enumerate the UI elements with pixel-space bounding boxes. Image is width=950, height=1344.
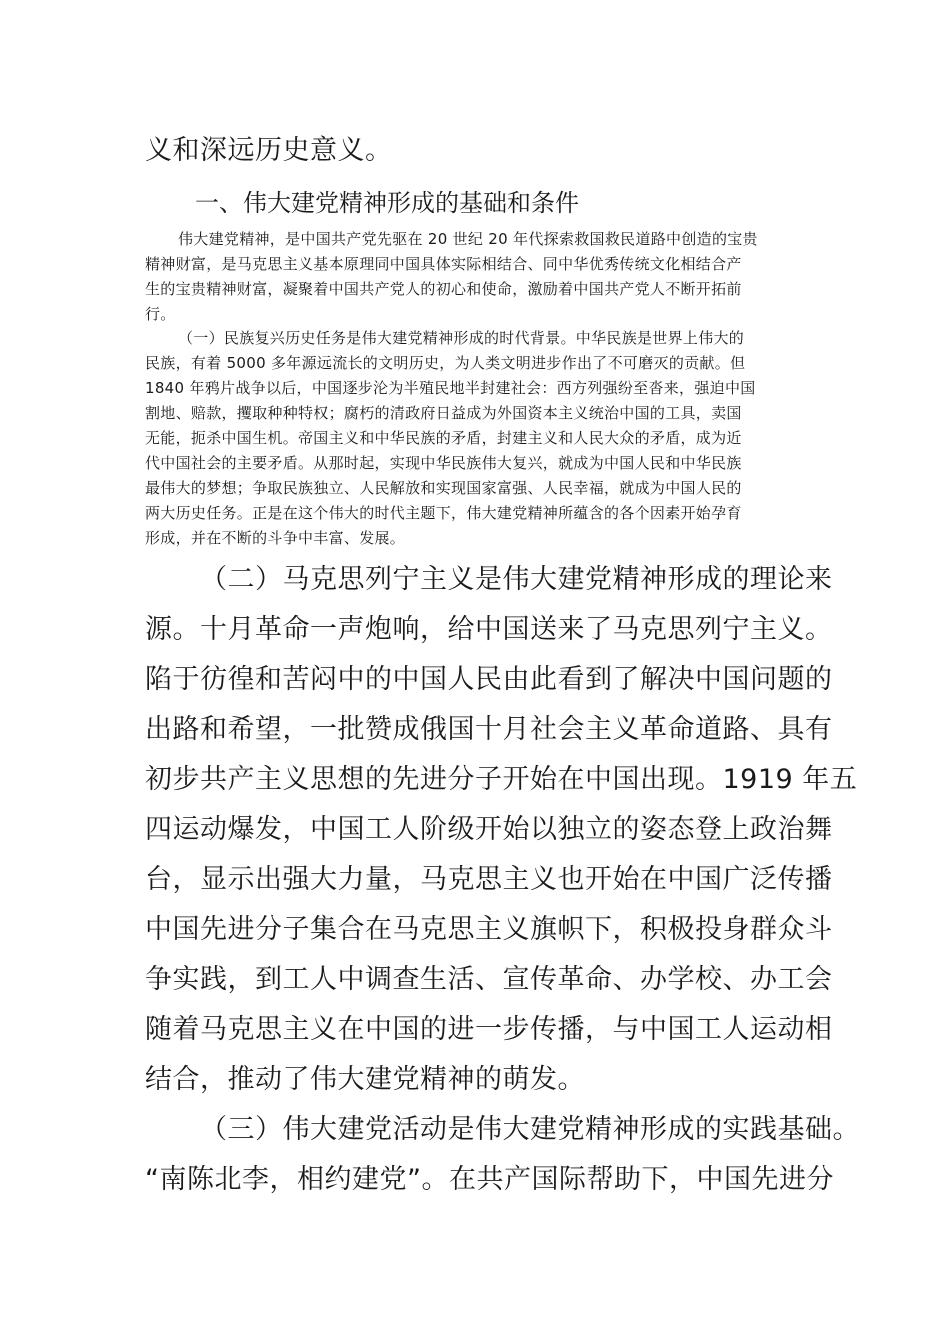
section1-line: 割地、赔款，攫取种种特权；腐朽的清政府日益成为外国资本主义统治中国的工具，卖国	[145, 404, 742, 422]
section1-line: 代中国社会的主要矛盾。从那时起，实现中华民族伟大复兴，就成为中国人民和中华民族	[145, 454, 742, 472]
section1-line: 民族，有着 5000 多年源远流长的文明历史，为人类文明进步作出了不可磨灭的贡献。但	[145, 354, 746, 372]
intro-line: 生的宝贵精神财富，凝聚着中国共产党人的初心和使命，激励着中国共产党人不断开拓前	[145, 280, 742, 298]
intro-line: 伟大建党精神，是中国共产党先驱在 20 世纪 20 年代探索救国救民道路中创造的宝贵	[178, 230, 758, 248]
section1-line: 形成，并在不断的斗争中丰富、发展。	[145, 529, 406, 547]
section1-line: 最伟大的梦想；争取民族独立、人民解放和实现国家富强、人民幸福，就成为中国人民的	[145, 479, 742, 497]
section2-line: 台，显示出强大力量，马克思主义也开始在中国广泛传播	[145, 864, 833, 895]
section2-line: 陷于彷徨和苦闷中的中国人民由此看到了解决中国问题的	[145, 664, 833, 695]
section1-line: 两大历史任务。正是在这个伟大的时代主题下，伟大建党精神所蕴含的各个因素开始孕育	[145, 504, 742, 522]
section2-line: 源。十月革命一声炮响，给中国送来了马克思列宁主义。	[145, 614, 833, 645]
section1-line: （一）民族复兴历史任务是伟大建党精神形成的时代背景。中华民族是世界上伟大的	[178, 329, 745, 347]
section2-line: 随着马克思主义在中国的进一步传播，与中国工人运动相	[145, 1014, 833, 1045]
section2-line: 初步共产主义思想的先进分子开始在中国出现。1919 年五	[145, 764, 858, 795]
section2-line: 中国先进分子集合在马克思主义旗帜下，积极投身群众斗	[145, 914, 833, 945]
section2-line: 出路和希望，一批赞成俄国十月社会主义革命道路、具有	[145, 714, 833, 745]
section3-line: （三）伟大建党活动是伟大建党精神形成的实践基础。	[200, 1114, 860, 1145]
section2-line: （二）马克思列宁主义是伟大建党精神形成的理论来	[200, 564, 833, 595]
section1-line: 无能，扼杀中国生机。帝国主义和中华民族的矛盾，封建主义和人民大众的矛盾，成为近	[145, 429, 742, 447]
continued-text-line: 义和深远历史意义。	[145, 135, 393, 166]
intro-line: 行。	[145, 305, 176, 323]
section2-line: 争实践，到工人中调查生活、宣传革命、办学校、办工会	[145, 964, 833, 995]
section1-line: 1840 年鸦片战争以后，中国逐步沦为半殖民地半封建社会：西方列强纷至沓来，强迫中国	[145, 379, 756, 397]
section-heading: 一、伟大建党精神形成的基础和条件	[195, 189, 579, 217]
section2-line: 四运动爆发，中国工人阶级开始以独立的姿态登上政治舞	[145, 814, 833, 845]
section3-line: “南陈北李，相约建党”。在共产国际帮助下，中国先进分	[145, 1164, 834, 1195]
section2-line: 结合，推动了伟大建党精神的萌发。	[145, 1064, 585, 1095]
intro-line: 精神财富，是马克思主义基本原理同中国具体实际相结合、同中华优秀传统文化相结合产	[145, 255, 742, 273]
